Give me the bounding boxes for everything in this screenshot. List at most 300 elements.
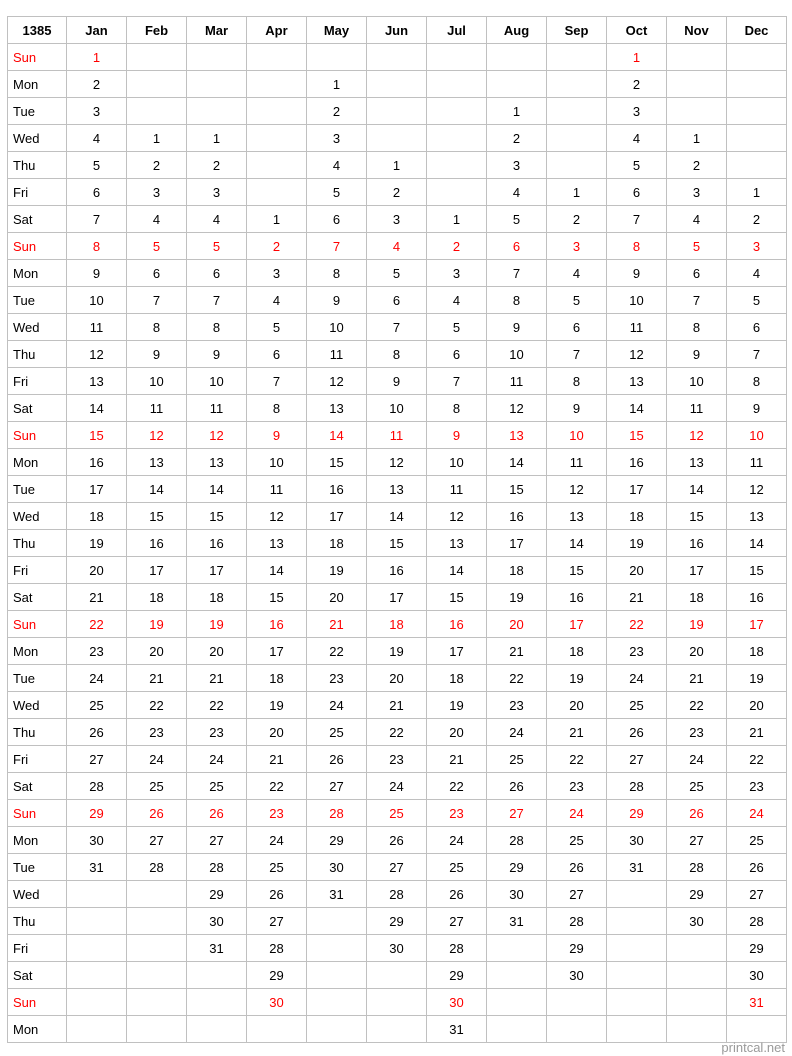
day-cell: 18 bbox=[127, 584, 187, 611]
month-header-dec: Dec bbox=[727, 17, 787, 44]
day-cell: 30 bbox=[427, 989, 487, 1016]
day-cell bbox=[367, 44, 427, 71]
day-cell: 24 bbox=[487, 719, 547, 746]
day-cell: 1 bbox=[727, 179, 787, 206]
day-cell bbox=[487, 935, 547, 962]
day-cell: 15 bbox=[427, 584, 487, 611]
day-cell bbox=[727, 1016, 787, 1043]
day-cell: 29 bbox=[187, 881, 247, 908]
day-cell: 29 bbox=[547, 935, 607, 962]
week-row bbox=[8, 611, 787, 638]
day-cell bbox=[67, 962, 127, 989]
day-cell: 14 bbox=[427, 557, 487, 584]
day-cell: 18 bbox=[307, 530, 367, 557]
day-cell bbox=[247, 1016, 307, 1043]
week-row bbox=[8, 98, 787, 125]
day-cell: 18 bbox=[187, 584, 247, 611]
day-cell: 22 bbox=[307, 638, 367, 665]
day-cell: 26 bbox=[67, 719, 127, 746]
day-cell: 5 bbox=[247, 314, 307, 341]
day-cell bbox=[187, 962, 247, 989]
day-cell: 1 bbox=[667, 125, 727, 152]
day-cell bbox=[487, 989, 547, 1016]
day-cell bbox=[247, 44, 307, 71]
day-cell: 30 bbox=[667, 908, 727, 935]
day-cell bbox=[127, 71, 187, 98]
day-cell: 18 bbox=[487, 557, 547, 584]
day-cell: 19 bbox=[187, 611, 247, 638]
day-cell: 7 bbox=[367, 314, 427, 341]
day-cell: 15 bbox=[607, 422, 667, 449]
day-cell: 1 bbox=[307, 71, 367, 98]
day-cell bbox=[547, 989, 607, 1016]
day-cell bbox=[607, 935, 667, 962]
day-cell: 10 bbox=[547, 422, 607, 449]
day-cell bbox=[427, 125, 487, 152]
weekday-label: Mon bbox=[8, 638, 67, 665]
day-cell: 26 bbox=[307, 746, 367, 773]
day-cell: 16 bbox=[607, 449, 667, 476]
day-cell: 8 bbox=[67, 233, 127, 260]
day-cell: 2 bbox=[667, 152, 727, 179]
day-cell: 5 bbox=[67, 152, 127, 179]
day-cell: 6 bbox=[667, 260, 727, 287]
week-row bbox=[8, 962, 787, 989]
day-cell: 27 bbox=[187, 827, 247, 854]
day-cell bbox=[547, 71, 607, 98]
day-cell bbox=[127, 1016, 187, 1043]
day-cell: 3 bbox=[667, 179, 727, 206]
week-row bbox=[8, 44, 787, 71]
weekday-label: Fri bbox=[8, 935, 67, 962]
day-cell: 27 bbox=[307, 773, 367, 800]
day-cell: 20 bbox=[487, 611, 547, 638]
day-cell: 7 bbox=[667, 287, 727, 314]
day-cell: 19 bbox=[67, 530, 127, 557]
day-cell bbox=[607, 881, 667, 908]
watermark-text: printcal.net bbox=[721, 1040, 785, 1055]
week-row bbox=[8, 422, 787, 449]
day-cell: 30 bbox=[487, 881, 547, 908]
day-cell: 8 bbox=[667, 314, 727, 341]
day-cell bbox=[667, 71, 727, 98]
day-cell: 6 bbox=[367, 287, 427, 314]
day-cell: 6 bbox=[247, 341, 307, 368]
month-header-feb: Feb bbox=[127, 17, 187, 44]
day-cell: 2 bbox=[547, 206, 607, 233]
day-cell: 5 bbox=[127, 233, 187, 260]
day-cell: 29 bbox=[367, 908, 427, 935]
day-cell: 1 bbox=[547, 179, 607, 206]
day-cell: 20 bbox=[307, 584, 367, 611]
day-cell: 19 bbox=[607, 530, 667, 557]
day-cell: 7 bbox=[247, 368, 307, 395]
day-cell: 8 bbox=[367, 341, 427, 368]
week-row bbox=[8, 206, 787, 233]
day-cell: 14 bbox=[607, 395, 667, 422]
day-cell: 25 bbox=[487, 746, 547, 773]
day-cell: 20 bbox=[607, 557, 667, 584]
day-cell bbox=[667, 98, 727, 125]
day-cell: 2 bbox=[727, 206, 787, 233]
day-cell: 1 bbox=[487, 98, 547, 125]
day-cell: 12 bbox=[367, 449, 427, 476]
calendar-body bbox=[8, 44, 787, 1043]
day-cell: 22 bbox=[667, 692, 727, 719]
day-cell: 23 bbox=[187, 719, 247, 746]
day-cell bbox=[127, 908, 187, 935]
week-row bbox=[8, 800, 787, 827]
day-cell: 21 bbox=[127, 665, 187, 692]
day-cell: 29 bbox=[607, 800, 667, 827]
day-cell: 29 bbox=[427, 962, 487, 989]
year-calendar-table bbox=[7, 16, 787, 1043]
day-cell: 2 bbox=[607, 71, 667, 98]
day-cell: 28 bbox=[187, 854, 247, 881]
day-cell: 5 bbox=[307, 179, 367, 206]
day-cell: 28 bbox=[667, 854, 727, 881]
day-cell: 4 bbox=[667, 206, 727, 233]
day-cell: 15 bbox=[127, 503, 187, 530]
day-cell: 8 bbox=[127, 314, 187, 341]
day-cell: 4 bbox=[487, 179, 547, 206]
day-cell: 10 bbox=[127, 368, 187, 395]
day-cell: 3 bbox=[487, 152, 547, 179]
day-cell: 5 bbox=[727, 287, 787, 314]
day-cell: 26 bbox=[727, 854, 787, 881]
week-row bbox=[8, 854, 787, 881]
day-cell: 4 bbox=[367, 233, 427, 260]
day-cell bbox=[67, 908, 127, 935]
day-cell: 18 bbox=[67, 503, 127, 530]
day-cell: 4 bbox=[427, 287, 487, 314]
day-cell: 21 bbox=[67, 584, 127, 611]
day-cell: 20 bbox=[247, 719, 307, 746]
day-cell bbox=[187, 44, 247, 71]
weekday-label: Thu bbox=[8, 341, 67, 368]
day-cell: 7 bbox=[727, 341, 787, 368]
month-header-jan: Jan bbox=[67, 17, 127, 44]
month-header-aug: Aug bbox=[487, 17, 547, 44]
day-cell bbox=[67, 989, 127, 1016]
day-cell bbox=[547, 125, 607, 152]
week-row bbox=[8, 287, 787, 314]
day-cell: 29 bbox=[487, 854, 547, 881]
day-cell: 16 bbox=[667, 530, 727, 557]
weekday-label: Thu bbox=[8, 908, 67, 935]
day-cell: 30 bbox=[547, 962, 607, 989]
day-cell: 12 bbox=[247, 503, 307, 530]
day-cell: 23 bbox=[307, 665, 367, 692]
day-cell bbox=[427, 152, 487, 179]
month-header-may: May bbox=[307, 17, 367, 44]
day-cell bbox=[307, 962, 367, 989]
day-cell: 24 bbox=[247, 827, 307, 854]
day-cell: 15 bbox=[67, 422, 127, 449]
day-cell bbox=[427, 71, 487, 98]
day-cell: 25 bbox=[727, 827, 787, 854]
day-cell: 28 bbox=[607, 773, 667, 800]
day-cell: 10 bbox=[607, 287, 667, 314]
weekday-label: Wed bbox=[8, 503, 67, 530]
day-cell: 19 bbox=[127, 611, 187, 638]
day-cell: 26 bbox=[547, 854, 607, 881]
day-cell: 12 bbox=[727, 476, 787, 503]
day-cell: 6 bbox=[727, 314, 787, 341]
day-cell: 5 bbox=[607, 152, 667, 179]
day-cell: 7 bbox=[127, 287, 187, 314]
day-cell: 23 bbox=[127, 719, 187, 746]
day-cell: 1 bbox=[247, 206, 307, 233]
day-cell: 18 bbox=[427, 665, 487, 692]
weekday-label: Thu bbox=[8, 719, 67, 746]
day-cell bbox=[547, 98, 607, 125]
day-cell: 31 bbox=[427, 1016, 487, 1043]
weekday-label: Tue bbox=[8, 287, 67, 314]
day-cell: 1 bbox=[67, 44, 127, 71]
day-cell: 13 bbox=[667, 449, 727, 476]
weekday-label: Fri bbox=[8, 179, 67, 206]
day-cell: 16 bbox=[127, 530, 187, 557]
week-row bbox=[8, 692, 787, 719]
day-cell: 19 bbox=[367, 638, 427, 665]
day-cell: 17 bbox=[427, 638, 487, 665]
day-cell: 4 bbox=[127, 206, 187, 233]
day-cell: 29 bbox=[67, 800, 127, 827]
day-cell bbox=[547, 1016, 607, 1043]
weekday-label: Mon bbox=[8, 71, 67, 98]
day-cell: 7 bbox=[427, 368, 487, 395]
day-cell: 15 bbox=[667, 503, 727, 530]
day-cell: 4 bbox=[187, 206, 247, 233]
day-cell: 14 bbox=[307, 422, 367, 449]
day-cell: 10 bbox=[247, 449, 307, 476]
day-cell: 18 bbox=[367, 611, 427, 638]
day-cell: 21 bbox=[667, 665, 727, 692]
day-cell: 3 bbox=[427, 260, 487, 287]
day-cell: 12 bbox=[667, 422, 727, 449]
day-cell: 28 bbox=[547, 908, 607, 935]
day-cell: 24 bbox=[727, 800, 787, 827]
day-cell: 23 bbox=[427, 800, 487, 827]
day-cell: 12 bbox=[307, 368, 367, 395]
day-cell: 20 bbox=[187, 638, 247, 665]
week-row bbox=[8, 395, 787, 422]
day-cell: 21 bbox=[487, 638, 547, 665]
day-cell: 8 bbox=[247, 395, 307, 422]
day-cell: 1 bbox=[187, 125, 247, 152]
day-cell: 3 bbox=[67, 98, 127, 125]
day-cell bbox=[67, 935, 127, 962]
day-cell: 27 bbox=[487, 800, 547, 827]
day-cell bbox=[307, 935, 367, 962]
day-cell: 22 bbox=[607, 611, 667, 638]
day-cell bbox=[727, 44, 787, 71]
day-cell bbox=[547, 152, 607, 179]
day-cell: 25 bbox=[307, 719, 367, 746]
day-cell bbox=[247, 152, 307, 179]
day-cell: 24 bbox=[127, 746, 187, 773]
day-cell: 21 bbox=[427, 746, 487, 773]
day-cell bbox=[667, 962, 727, 989]
day-cell: 10 bbox=[487, 341, 547, 368]
month-header-sep: Sep bbox=[547, 17, 607, 44]
day-cell: 12 bbox=[427, 503, 487, 530]
day-cell bbox=[367, 125, 427, 152]
day-cell: 21 bbox=[187, 665, 247, 692]
day-cell: 22 bbox=[247, 773, 307, 800]
weekday-label: Sun bbox=[8, 44, 67, 71]
day-cell: 7 bbox=[607, 206, 667, 233]
day-cell: 3 bbox=[307, 125, 367, 152]
day-cell: 26 bbox=[607, 719, 667, 746]
week-row bbox=[8, 368, 787, 395]
day-cell: 25 bbox=[667, 773, 727, 800]
weekday-label: Sun bbox=[8, 611, 67, 638]
day-cell bbox=[187, 98, 247, 125]
day-cell: 2 bbox=[187, 152, 247, 179]
day-cell: 10 bbox=[307, 314, 367, 341]
day-cell: 25 bbox=[547, 827, 607, 854]
day-cell: 23 bbox=[607, 638, 667, 665]
day-cell bbox=[247, 179, 307, 206]
weekday-label: Mon bbox=[8, 449, 67, 476]
day-cell: 18 bbox=[667, 584, 727, 611]
day-cell: 4 bbox=[547, 260, 607, 287]
day-cell: 24 bbox=[427, 827, 487, 854]
weekday-label: Mon bbox=[8, 260, 67, 287]
day-cell: 9 bbox=[307, 287, 367, 314]
day-cell: 28 bbox=[367, 881, 427, 908]
weekday-label: Thu bbox=[8, 530, 67, 557]
day-cell: 27 bbox=[367, 854, 427, 881]
weekday-label: Wed bbox=[8, 692, 67, 719]
day-cell: 11 bbox=[247, 476, 307, 503]
day-cell bbox=[427, 98, 487, 125]
day-cell: 10 bbox=[67, 287, 127, 314]
day-cell: 2 bbox=[307, 98, 367, 125]
day-cell: 27 bbox=[247, 908, 307, 935]
week-row bbox=[8, 341, 787, 368]
day-cell bbox=[667, 935, 727, 962]
day-cell bbox=[187, 989, 247, 1016]
weekday-label: Wed bbox=[8, 314, 67, 341]
day-cell: 3 bbox=[547, 233, 607, 260]
weekday-label: Tue bbox=[8, 98, 67, 125]
day-cell: 16 bbox=[247, 611, 307, 638]
day-cell: 2 bbox=[427, 233, 487, 260]
day-cell: 28 bbox=[307, 800, 367, 827]
day-cell: 13 bbox=[727, 503, 787, 530]
day-cell bbox=[67, 1016, 127, 1043]
day-cell: 11 bbox=[667, 395, 727, 422]
day-cell: 16 bbox=[727, 584, 787, 611]
day-cell: 20 bbox=[727, 692, 787, 719]
day-cell: 11 bbox=[307, 341, 367, 368]
week-row bbox=[8, 665, 787, 692]
day-cell: 23 bbox=[367, 746, 427, 773]
day-cell: 8 bbox=[607, 233, 667, 260]
day-cell: 14 bbox=[727, 530, 787, 557]
day-cell: 4 bbox=[727, 260, 787, 287]
day-cell: 7 bbox=[547, 341, 607, 368]
day-cell: 25 bbox=[127, 773, 187, 800]
day-cell: 21 bbox=[607, 584, 667, 611]
day-cell: 19 bbox=[307, 557, 367, 584]
day-cell: 3 bbox=[367, 206, 427, 233]
day-cell: 5 bbox=[487, 206, 547, 233]
day-cell: 25 bbox=[247, 854, 307, 881]
week-row bbox=[8, 476, 787, 503]
day-cell: 12 bbox=[67, 341, 127, 368]
day-cell: 22 bbox=[367, 719, 427, 746]
day-cell: 17 bbox=[667, 557, 727, 584]
day-cell: 19 bbox=[427, 692, 487, 719]
day-cell bbox=[487, 71, 547, 98]
day-cell: 23 bbox=[67, 638, 127, 665]
day-cell: 26 bbox=[247, 881, 307, 908]
day-cell: 18 bbox=[607, 503, 667, 530]
day-cell: 14 bbox=[187, 476, 247, 503]
month-header-jun: Jun bbox=[367, 17, 427, 44]
day-cell: 17 bbox=[187, 557, 247, 584]
day-cell: 28 bbox=[487, 827, 547, 854]
month-header-mar: Mar bbox=[187, 17, 247, 44]
day-cell: 1 bbox=[367, 152, 427, 179]
day-cell: 13 bbox=[607, 368, 667, 395]
day-cell: 21 bbox=[727, 719, 787, 746]
day-cell: 22 bbox=[187, 692, 247, 719]
day-cell: 17 bbox=[607, 476, 667, 503]
weekday-label: Wed bbox=[8, 881, 67, 908]
day-cell: 12 bbox=[607, 341, 667, 368]
day-cell: 27 bbox=[427, 908, 487, 935]
day-cell: 4 bbox=[307, 152, 367, 179]
day-cell: 7 bbox=[307, 233, 367, 260]
day-cell: 11 bbox=[547, 449, 607, 476]
weekday-label: Fri bbox=[8, 557, 67, 584]
day-cell: 11 bbox=[427, 476, 487, 503]
day-cell: 4 bbox=[67, 125, 127, 152]
day-cell: 12 bbox=[487, 395, 547, 422]
day-cell: 9 bbox=[247, 422, 307, 449]
day-cell: 27 bbox=[67, 746, 127, 773]
weekday-label: Thu bbox=[8, 152, 67, 179]
day-cell: 15 bbox=[247, 584, 307, 611]
day-cell: 18 bbox=[547, 638, 607, 665]
day-cell: 14 bbox=[667, 476, 727, 503]
day-cell: 24 bbox=[187, 746, 247, 773]
day-cell: 5 bbox=[367, 260, 427, 287]
day-cell bbox=[367, 1016, 427, 1043]
weekday-label: Tue bbox=[8, 665, 67, 692]
day-cell: 9 bbox=[67, 260, 127, 287]
day-cell: 17 bbox=[67, 476, 127, 503]
week-row bbox=[8, 935, 787, 962]
day-cell: 23 bbox=[547, 773, 607, 800]
day-cell: 24 bbox=[547, 800, 607, 827]
weekday-label: Sun bbox=[8, 800, 67, 827]
weekday-label: Sun bbox=[8, 422, 67, 449]
day-cell bbox=[607, 908, 667, 935]
day-cell: 19 bbox=[667, 611, 727, 638]
week-row bbox=[8, 908, 787, 935]
day-cell: 31 bbox=[67, 854, 127, 881]
day-cell: 29 bbox=[307, 827, 367, 854]
week-row bbox=[8, 179, 787, 206]
day-cell: 14 bbox=[127, 476, 187, 503]
day-cell: 31 bbox=[487, 908, 547, 935]
